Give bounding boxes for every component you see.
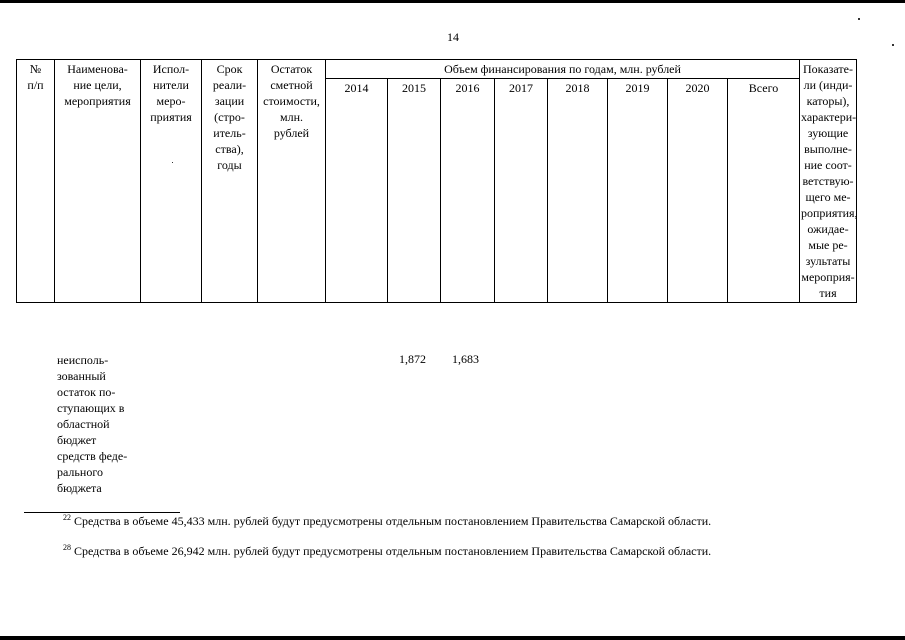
- value-2016: 1,683: [452, 352, 479, 366]
- scan-speck: [858, 18, 860, 20]
- footnote-text: Средства в объеме 26,942 млн. рублей будут предусмотрены отдельным постановлением Правительства Самарской области.: [71, 544, 712, 558]
- footnote-mark: 22: [63, 513, 71, 522]
- header-year: 2019: [608, 79, 668, 303]
- footnote: [63, 544, 711, 559]
- header-funding: Объем финансирования по годам, млн. рублей: [326, 60, 800, 79]
- header-total: Всего: [728, 79, 800, 303]
- header-year: 2018: [548, 79, 608, 303]
- header-term: Срок реали- зации (стро- итель- ства), годы: [202, 60, 258, 303]
- header-indicators: Показате- ли (инди- каторы), характери- зующие выполне- ние соот- ветствую- щего ме- роприятия, ожидае- мые ре- зультаты мероприя- тия: [800, 60, 857, 303]
- footnote-rule: [24, 512, 180, 513]
- header-executor: Испол- нители меро- приятия: [141, 60, 202, 303]
- header-number: № п/п: [17, 60, 55, 303]
- header-name: Наименова- ние цели, мероприятия: [55, 60, 141, 303]
- footnote: [63, 514, 711, 529]
- header-balance: Остаток сметной стоимости, млн. рублей: [258, 60, 326, 303]
- value-2015: 1,872: [399, 352, 426, 366]
- row-label: неисполь- зованный остаток по- ступающих в областной бюджет средств феде- рального бюджета: [57, 353, 128, 495]
- header-year: 2014: [326, 79, 388, 303]
- bottom-border: [0, 636, 905, 640]
- header-year: 2020: [668, 79, 728, 303]
- header-year: 2015: [388, 79, 441, 303]
- page-number: 14: [447, 30, 459, 44]
- footnote-text: Средства в объеме 45,433 млн. рублей будут предусмотрены отдельным постановлением Правительства Самарской области.: [71, 514, 712, 528]
- header-year: 2016: [441, 79, 495, 303]
- top-border: [0, 0, 905, 3]
- header-year: 2017: [495, 79, 548, 303]
- footnote-mark: 28: [63, 543, 71, 552]
- scan-speck: [892, 44, 894, 46]
- funding-table-header: [16, 59, 857, 303]
